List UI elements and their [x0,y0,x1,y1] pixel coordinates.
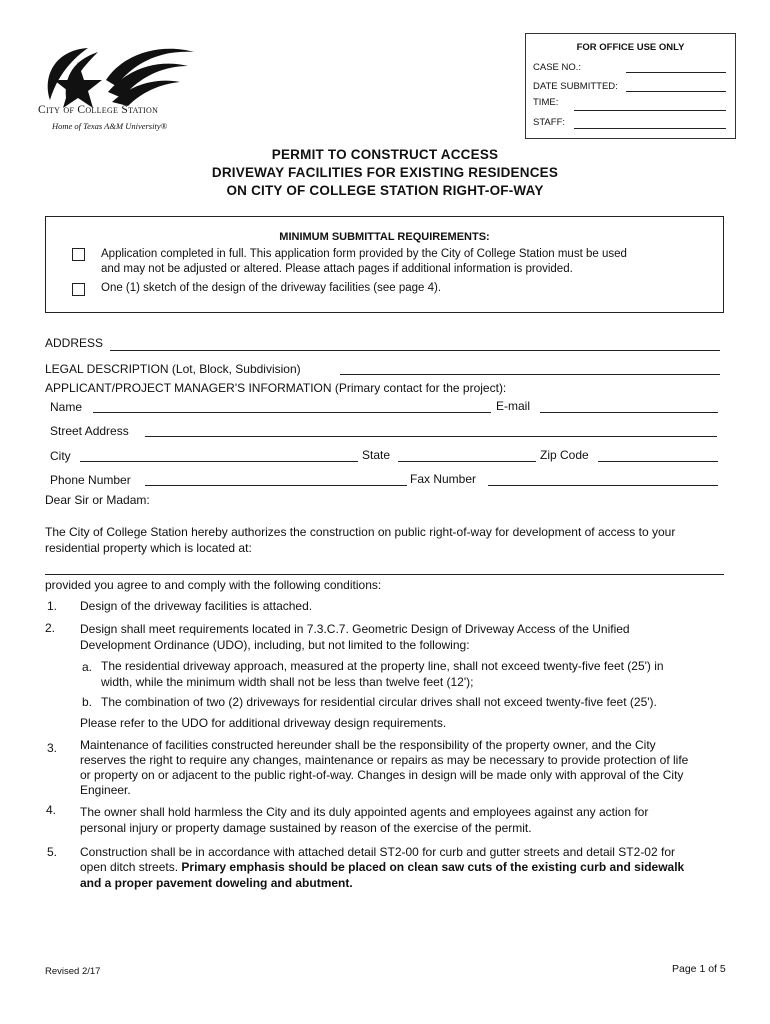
title-line-2: DRIVEWAY FACILITIES FOR EXISTING RESIDENCES [211,165,559,180]
page-number: Page 1 of 5 [672,963,726,975]
zip-code-label: Zip Code [540,448,589,462]
condition-4-line-1: The owner shall hold harmless the City and its duly appointed agents and employees against any action for [80,805,649,819]
phone-number-label: Phone Number [50,473,131,487]
email-field[interactable] [540,412,718,413]
condition-1: Design of the driveway facilities is attached. [80,599,313,613]
condition-5-emphasis: Primary emphasis should be placed on clean saw cuts of the existing curb and sidewalk [181,860,685,874]
city-label: City [50,449,71,463]
condition-3-line-2: reserves the right to require any changes, maintenance or repairs as may be necessary to provide protection of life [80,753,689,767]
city-field[interactable] [80,461,358,462]
condition-2-line-1: Design shall meet requirements located in 7.3.C.7. Geometric Design of Driveway Access of the Unified [80,622,630,636]
intro-line-1: The City of College Station hereby authorizes the construction on public right-of-way for development of access to your [45,525,676,539]
address-field[interactable] [110,350,720,351]
title-line-3: ON CITY OF COLLEGE STATION RIGHT-OF-WAY [226,183,544,198]
condition-2a-line-1: The residential driveway approach, measured at the property line, shall not exceed twenty-five feet (25') in [101,659,664,673]
condition-2a-line-2: width, while the minimum width shall not be less than twelve feet (12'); [101,675,474,689]
checkbox-sketch[interactable] [72,283,85,296]
street-address-field[interactable] [145,436,717,437]
time-field[interactable] [574,110,726,111]
case-no-label: CASE NO.: [533,62,582,73]
condition-2-note: Please refer to the UDO for additional driveway design requirements. [80,716,447,730]
date-submitted-field[interactable] [626,91,726,92]
condition-3-line-1: Maintenance of facilities constructed hereunder shall be the responsibility of the property owner, and the City [80,738,656,752]
date-submitted-label: DATE SUBMITTED: [533,81,618,92]
email-label: E-mail [496,399,531,413]
condition-2a-letter: a. [82,660,93,674]
req-item-2: One (1) sketch of the design of the driveway facilities (see page 4). [101,282,442,294]
street-address-label: Street Address [50,424,129,438]
revised-date: Revised 2/17 [45,966,101,977]
office-use-title: FOR OFFICE USE ONLY [576,42,685,53]
name-field[interactable] [93,412,491,413]
checkbox-application[interactable] [72,248,85,261]
fax-number-field[interactable] [488,485,718,486]
condition-3-number: 3. [47,741,58,755]
condition-5-line-2-plain: open ditch streets. [80,860,182,874]
phone-number-field[interactable] [145,485,407,486]
requirements-heading: MINIMUM SUBMITTAL REQUIREMENTS: [279,231,490,243]
conditions-intro: provided you agree to and comply with the following conditions: [45,578,382,592]
case-no-field[interactable] [626,72,726,73]
condition-2b: The combination of two (2) driveways for residential circular drives shall not exceed twenty-five feet (25'). [101,695,657,709]
address-label: ADDRESS [45,336,104,350]
condition-3-line-4: Engineer. [80,783,131,797]
intro-line-2: residential property which is located at: [45,541,252,555]
condition-4-line-2: personal injury or property damage sustained by reason of the exercise of the permit. [80,821,532,835]
state-label: State [362,448,391,462]
staff-label: STAFF: [533,117,566,128]
title-line-1: PERMIT TO CONSTRUCT ACCESS [271,147,499,162]
applicant-info-heading: APPLICANT/PROJECT MANAGER'S INFORMATION (Primary contact for the project): [45,381,507,395]
condition-5-line-3: and a proper pavement doweling and abutment. [80,876,353,890]
condition-5-line-1: Construction shall be in accordance with attached detail ST2-00 for curb and gutter streets and detail ST2-02 for [80,845,675,859]
condition-3-line-3: or property on or adjacent to the public right-of-way. Changes in design will be made only with approval of the City [80,768,684,782]
condition-4-number: 4. [46,803,57,817]
condition-2-line-2: Development Ordinance (UDO), including, but not limited to the following: [80,638,470,652]
time-label: TIME: [533,97,559,108]
state-field[interactable] [398,461,536,462]
req-item-1-line-2: and may not be adjusted or altered. Please attach pages if additional information is provided. [101,263,573,275]
zip-code-field[interactable] [598,461,718,462]
logo-city-name: City of College Station [38,104,159,116]
condition-2-number: 2. [45,621,56,635]
condition-2b-letter: b. [82,695,93,709]
property-location-field[interactable] [45,574,724,575]
legal-description-field[interactable] [340,374,720,375]
name-label: Name [50,400,83,414]
condition-1-number: 1. [47,599,58,613]
legal-description-label: LEGAL DESCRIPTION (Lot, Block, Subdivision) [45,362,301,376]
condition-5-number: 5. [47,845,58,859]
staff-field[interactable] [574,128,726,129]
logo-tagline: Home of Texas A&M University® [52,121,168,131]
fax-number-label: Fax Number [410,472,477,486]
req-item-1-line-1: Application completed in full. This application form provided by the City of College Station must be used [101,248,627,260]
condition-5-line-2 [80,860,684,874]
salutation: Dear Sir or Madam: [45,493,150,507]
